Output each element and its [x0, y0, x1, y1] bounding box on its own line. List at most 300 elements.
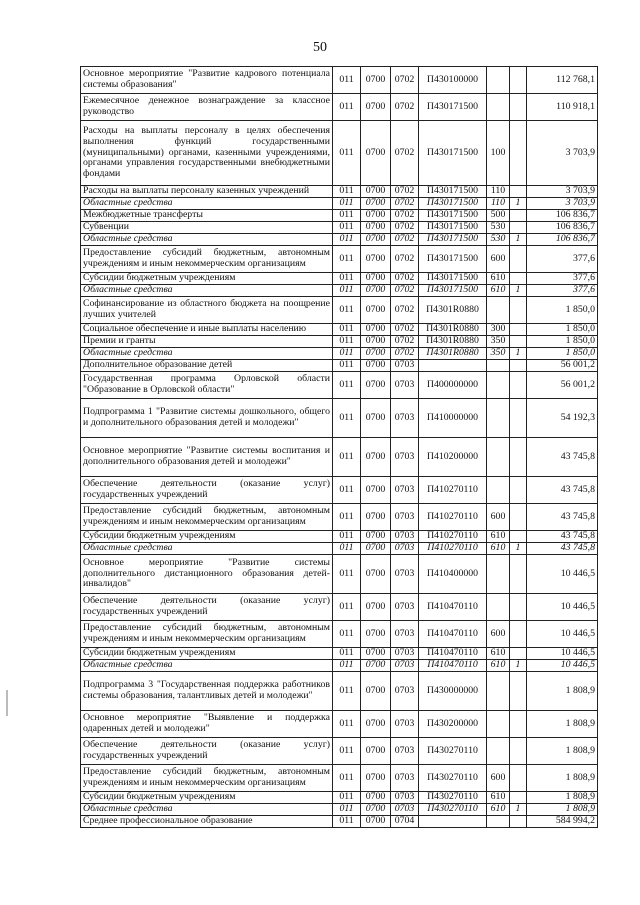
funding-source-code: 1 — [510, 804, 527, 816]
budget-table-body — [81, 67, 598, 828]
table-row — [81, 672, 598, 711]
target-item-code — [419, 816, 487, 828]
expense-type-code: 610 — [487, 648, 510, 660]
expense-type-code — [487, 360, 510, 372]
table-row — [81, 198, 598, 210]
section-code: 0700 — [361, 372, 391, 399]
row-amount: 377,6 — [527, 273, 598, 285]
expense-type-code: 600 — [487, 246, 510, 273]
expense-type-code — [487, 297, 510, 324]
budget-table — [80, 66, 598, 828]
table-row — [81, 621, 598, 648]
row-amount: 377,6 — [527, 285, 598, 297]
row-name: Субсидии бюджетным учреждениям — [81, 531, 333, 543]
funding-source-code — [510, 360, 527, 372]
section-code: 0700 — [361, 121, 391, 186]
scan-edge-mark — [6, 690, 8, 716]
row-amount: 112 768,1 — [527, 67, 598, 94]
subsection-code: 0702 — [391, 210, 419, 222]
funding-source-code — [510, 792, 527, 804]
table-row — [81, 94, 598, 121]
row-name: Премии и гранты — [81, 336, 333, 348]
table-row — [81, 504, 598, 531]
row-name: Областные средства — [81, 804, 333, 816]
target-item-code: П430171500 — [419, 222, 487, 234]
funding-source-code — [510, 555, 527, 594]
target-item-code: П410200000 — [419, 438, 487, 477]
ministry-code: 011 — [333, 621, 361, 648]
ministry-code: 011 — [333, 816, 361, 828]
subsection-code: 0703 — [391, 765, 419, 792]
table-row — [81, 804, 598, 816]
expense-type-code: 110 — [487, 198, 510, 210]
row-amount: 1 808,9 — [527, 738, 598, 765]
row-amount: 43 745,8 — [527, 504, 598, 531]
ministry-code: 011 — [333, 360, 361, 372]
row-amount: 43 745,8 — [527, 477, 598, 504]
section-code: 0700 — [361, 67, 391, 94]
row-amount: 3 703,9 — [527, 186, 598, 198]
row-name: Основное мероприятие "Выявление и поддержка одаренных детей и молодежи" — [81, 711, 333, 738]
ministry-code: 011 — [333, 222, 361, 234]
table-row — [81, 285, 598, 297]
funding-source-code — [510, 816, 527, 828]
table-row — [81, 648, 598, 660]
expense-type-code — [487, 555, 510, 594]
expense-type-code — [487, 816, 510, 828]
row-name: Подпрограмма 3 "Государственная поддержка работников системы образования, талантливых детей и молодежи" — [81, 672, 333, 711]
table-row — [81, 711, 598, 738]
subsection-code: 0702 — [391, 121, 419, 186]
expense-type-code: 350 — [487, 348, 510, 360]
row-amount: 377,6 — [527, 246, 598, 273]
row-name: Областные средства — [81, 234, 333, 246]
funding-source-code — [510, 324, 527, 336]
section-code: 0700 — [361, 531, 391, 543]
section-code: 0700 — [361, 765, 391, 792]
row-name: Расходы на выплаты персоналу в целях обеспечения выполнения функций государственными (муниципальными) органами, казенными учреждениями, органами управления государственными внебюджетными фондами — [81, 121, 333, 186]
funding-source-code — [510, 594, 527, 621]
row-amount: 106 836,7 — [527, 234, 598, 246]
section-code: 0700 — [361, 285, 391, 297]
row-amount: 1 808,9 — [527, 804, 598, 816]
row-amount: 10 446,5 — [527, 621, 598, 648]
expense-type-code — [487, 438, 510, 477]
table-row — [81, 738, 598, 765]
expense-type-code — [487, 67, 510, 94]
subsection-code: 0703 — [391, 594, 419, 621]
row-amount: 1 808,9 — [527, 711, 598, 738]
section-code: 0700 — [361, 804, 391, 816]
expense-type-code — [487, 94, 510, 121]
row-amount: 56 001,2 — [527, 372, 598, 399]
target-item-code: П430171500 — [419, 121, 487, 186]
row-name: Основное мероприятие "Развитие системы воспитания и дополнительного образования детей и молодежи" — [81, 438, 333, 477]
section-code: 0700 — [361, 594, 391, 621]
section-code: 0700 — [361, 711, 391, 738]
subsection-code: 0703 — [391, 804, 419, 816]
target-item-code: П430000000 — [419, 672, 487, 711]
target-item-code: П410270110 — [419, 477, 487, 504]
row-amount: 1 850,0 — [527, 348, 598, 360]
section-code: 0700 — [361, 234, 391, 246]
ministry-code: 011 — [333, 399, 361, 438]
subsection-code: 0703 — [391, 621, 419, 648]
target-item-code: П410000000 — [419, 399, 487, 438]
table-row — [81, 531, 598, 543]
expense-type-code: 610 — [487, 792, 510, 804]
subsection-code: 0702 — [391, 324, 419, 336]
funding-source-code — [510, 504, 527, 531]
target-item-code: П4301R0880 — [419, 324, 487, 336]
row-name: Субсидии бюджетным учреждениям — [81, 648, 333, 660]
target-item-code: П430171500 — [419, 246, 487, 273]
row-name: Основное мероприятие "Развитие кадрового потенциала системы образования" — [81, 67, 333, 94]
subsection-code: 0702 — [391, 94, 419, 121]
row-amount: 1 808,9 — [527, 765, 598, 792]
table-row — [81, 246, 598, 273]
expense-type-code — [487, 738, 510, 765]
ministry-code: 011 — [333, 246, 361, 273]
target-item-code: П410470110 — [419, 594, 487, 621]
target-item-code: П430200000 — [419, 711, 487, 738]
subsection-code: 0704 — [391, 816, 419, 828]
expense-type-code: 610 — [487, 531, 510, 543]
section-code: 0700 — [361, 543, 391, 555]
row-amount: 1 850,0 — [527, 336, 598, 348]
target-item-code: П4301R0880 — [419, 297, 487, 324]
funding-source-code — [510, 711, 527, 738]
target-item-code: П410400000 — [419, 555, 487, 594]
row-amount: 10 446,5 — [527, 555, 598, 594]
row-name: Межбюджетные трансферты — [81, 210, 333, 222]
ministry-code: 011 — [333, 198, 361, 210]
target-item-code: П430171500 — [419, 186, 487, 198]
subsection-code: 0703 — [391, 555, 419, 594]
table-row — [81, 297, 598, 324]
subsection-code: 0703 — [391, 711, 419, 738]
subsection-code: 0703 — [391, 660, 419, 672]
target-item-code: П430270110 — [419, 765, 487, 792]
ministry-code: 011 — [333, 234, 361, 246]
expense-type-code: 530 — [487, 234, 510, 246]
funding-source-code — [510, 210, 527, 222]
section-code: 0700 — [361, 792, 391, 804]
subsection-code: 0702 — [391, 348, 419, 360]
expense-type-code: 610 — [487, 804, 510, 816]
row-name: Субсидии бюджетным учреждениям — [81, 273, 333, 285]
subsection-code: 0702 — [391, 336, 419, 348]
ministry-code: 011 — [333, 738, 361, 765]
section-code: 0700 — [361, 360, 391, 372]
expense-type-code: 500 — [487, 210, 510, 222]
ministry-code: 011 — [333, 372, 361, 399]
row-name: Предоставление субсидий бюджетным, автономным учреждениям и иным некоммерческим организациям — [81, 765, 333, 792]
funding-source-code — [510, 121, 527, 186]
table-row — [81, 222, 598, 234]
section-code: 0700 — [361, 555, 391, 594]
table-row — [81, 594, 598, 621]
row-amount: 1 850,0 — [527, 297, 598, 324]
row-name: Ежемесячное денежное вознаграждение за классное руководство — [81, 94, 333, 121]
section-code: 0700 — [361, 348, 391, 360]
target-item-code — [419, 360, 487, 372]
row-name: Среднее профессиональное образование — [81, 816, 333, 828]
table-row — [81, 438, 598, 477]
row-name: Социальное обеспечение и иные выплаты населению — [81, 324, 333, 336]
funding-source-code: 1 — [510, 198, 527, 210]
target-item-code: П430171500 — [419, 234, 487, 246]
expense-type-code: 610 — [487, 273, 510, 285]
row-amount: 1 808,9 — [527, 792, 598, 804]
row-name: Субсидии бюджетным учреждениям — [81, 792, 333, 804]
section-code: 0700 — [361, 198, 391, 210]
table-row — [81, 477, 598, 504]
section-code: 0700 — [361, 297, 391, 324]
target-item-code: П430270110 — [419, 792, 487, 804]
section-code: 0700 — [361, 648, 391, 660]
row-name: Государственная программа Орловской области "Образование в Орловской области" — [81, 372, 333, 399]
funding-source-code — [510, 372, 527, 399]
target-item-code: П430270110 — [419, 738, 487, 765]
row-name: Субвенции — [81, 222, 333, 234]
funding-source-code: 1 — [510, 660, 527, 672]
ministry-code: 011 — [333, 121, 361, 186]
subsection-code: 0702 — [391, 222, 419, 234]
expense-type-code: 600 — [487, 765, 510, 792]
expense-type-code: 100 — [487, 121, 510, 186]
subsection-code: 0703 — [391, 543, 419, 555]
funding-source-code — [510, 648, 527, 660]
ministry-code: 011 — [333, 594, 361, 621]
target-item-code: П410270110 — [419, 531, 487, 543]
expense-type-code — [487, 372, 510, 399]
target-item-code: П430171500 — [419, 198, 487, 210]
row-amount: 1 808,9 — [527, 672, 598, 711]
section-code: 0700 — [361, 94, 391, 121]
row-name: Дополнительное образование детей — [81, 360, 333, 372]
row-amount: 10 446,5 — [527, 660, 598, 672]
expense-type-code — [487, 477, 510, 504]
ministry-code: 011 — [333, 210, 361, 222]
funding-source-code: 1 — [510, 543, 527, 555]
row-name: Областные средства — [81, 285, 333, 297]
funding-source-code — [510, 222, 527, 234]
target-item-code: П430171500 — [419, 210, 487, 222]
table-row — [81, 792, 598, 804]
expense-type-code — [487, 594, 510, 621]
subsection-code: 0702 — [391, 198, 419, 210]
row-name: Областные средства — [81, 660, 333, 672]
ministry-code: 011 — [333, 765, 361, 792]
row-name: Обеспечение деятельности (оказание услуг) государственных учреждений — [81, 738, 333, 765]
target-item-code: П430171500 — [419, 94, 487, 121]
ministry-code: 011 — [333, 792, 361, 804]
table-row — [81, 324, 598, 336]
subsection-code: 0703 — [391, 399, 419, 438]
expense-type-code: 110 — [487, 186, 510, 198]
section-code: 0700 — [361, 816, 391, 828]
ministry-code: 011 — [333, 543, 361, 555]
target-item-code: П430100000 — [419, 67, 487, 94]
target-item-code: П4301R0880 — [419, 336, 487, 348]
funding-source-code — [510, 94, 527, 121]
section-code: 0700 — [361, 222, 391, 234]
target-item-code: П410470110 — [419, 621, 487, 648]
row-name: Подпрограмма 1 "Развитие системы дошкольного, общего и дополнительного образования детей и молодежи" — [81, 399, 333, 438]
table-row — [81, 543, 598, 555]
section-code: 0700 — [361, 399, 391, 438]
funding-source-code — [510, 336, 527, 348]
subsection-code: 0703 — [391, 738, 419, 765]
ministry-code: 011 — [333, 504, 361, 531]
row-name: Областные средства — [81, 198, 333, 210]
subsection-code: 0703 — [391, 648, 419, 660]
section-code: 0700 — [361, 621, 391, 648]
funding-source-code — [510, 399, 527, 438]
subsection-code: 0703 — [391, 438, 419, 477]
funding-source-code — [510, 273, 527, 285]
funding-source-code — [510, 186, 527, 198]
row-amount: 43 745,8 — [527, 531, 598, 543]
funding-source-code: 1 — [510, 234, 527, 246]
funding-source-code — [510, 297, 527, 324]
row-amount: 54 192,3 — [527, 399, 598, 438]
row-amount: 3 703,9 — [527, 198, 598, 210]
ministry-code: 011 — [333, 324, 361, 336]
section-code: 0700 — [361, 672, 391, 711]
ministry-code: 011 — [333, 804, 361, 816]
row-name: Предоставление субсидий бюджетным, автономным учреждениям и иным некоммерческим организациям — [81, 246, 333, 273]
section-code: 0700 — [361, 273, 391, 285]
funding-source-code: 1 — [510, 348, 527, 360]
subsection-code: 0703 — [391, 531, 419, 543]
section-code: 0700 — [361, 336, 391, 348]
ministry-code: 011 — [333, 531, 361, 543]
row-amount: 106 836,7 — [527, 222, 598, 234]
ministry-code: 011 — [333, 94, 361, 121]
subsection-code: 0702 — [391, 285, 419, 297]
table-row — [81, 399, 598, 438]
funding-source-code — [510, 738, 527, 765]
subsection-code: 0703 — [391, 792, 419, 804]
subsection-code: 0703 — [391, 360, 419, 372]
ministry-code: 011 — [333, 438, 361, 477]
section-code: 0700 — [361, 738, 391, 765]
funding-source-code — [510, 67, 527, 94]
expense-type-code — [487, 672, 510, 711]
subsection-code: 0702 — [391, 234, 419, 246]
section-code: 0700 — [361, 186, 391, 198]
row-amount: 56 001,2 — [527, 360, 598, 372]
page-number: 50 — [313, 40, 327, 55]
section-code: 0700 — [361, 246, 391, 273]
target-item-code: П430270110 — [419, 804, 487, 816]
funding-source-code — [510, 438, 527, 477]
target-item-code: П430171500 — [419, 273, 487, 285]
table-row — [81, 555, 598, 594]
subsection-code: 0703 — [391, 672, 419, 711]
funding-source-code — [510, 672, 527, 711]
row-amount: 3 703,9 — [527, 121, 598, 186]
section-code: 0700 — [361, 504, 391, 531]
expense-type-code: 600 — [487, 504, 510, 531]
row-amount: 106 836,7 — [527, 210, 598, 222]
ministry-code: 011 — [333, 273, 361, 285]
expense-type-code: 610 — [487, 285, 510, 297]
target-item-code: П430171500 — [419, 285, 487, 297]
subsection-code: 0702 — [391, 67, 419, 94]
row-name: Областные средства — [81, 348, 333, 360]
target-item-code: П410270110 — [419, 504, 487, 531]
ministry-code: 011 — [333, 285, 361, 297]
ministry-code: 011 — [333, 711, 361, 738]
row-amount: 10 446,5 — [527, 648, 598, 660]
row-name: Основное мероприятие "Развитие системы дополнительного дистанционного образования детей-инвалидов" — [81, 555, 333, 594]
section-code: 0700 — [361, 438, 391, 477]
row-name: Областные средства — [81, 543, 333, 555]
table-row — [81, 121, 598, 186]
funding-source-code — [510, 531, 527, 543]
row-amount: 10 446,5 — [527, 594, 598, 621]
target-item-code: П4301R0880 — [419, 348, 487, 360]
section-code: 0700 — [361, 477, 391, 504]
row-name: Софинансирование из областного бюджета на поощрение лучших учителей — [81, 297, 333, 324]
expense-type-code — [487, 711, 510, 738]
target-item-code: П410270110 — [419, 543, 487, 555]
expense-type-code — [487, 399, 510, 438]
section-code: 0700 — [361, 324, 391, 336]
subsection-code: 0703 — [391, 372, 419, 399]
subsection-code: 0703 — [391, 504, 419, 531]
expense-type-code: 300 — [487, 324, 510, 336]
ministry-code: 011 — [333, 186, 361, 198]
table-row — [81, 816, 598, 828]
funding-source-code — [510, 765, 527, 792]
expense-type-code: 610 — [487, 660, 510, 672]
target-item-code: П410470110 — [419, 648, 487, 660]
target-item-code: П400000000 — [419, 372, 487, 399]
subsection-code: 0702 — [391, 186, 419, 198]
table-row — [81, 234, 598, 246]
table-row — [81, 765, 598, 792]
row-name: Предоставление субсидий бюджетным, автономным учреждениям и иным некоммерческим организациям — [81, 621, 333, 648]
subsection-code: 0702 — [391, 246, 419, 273]
subsection-code: 0702 — [391, 273, 419, 285]
ministry-code: 011 — [333, 67, 361, 94]
ministry-code: 011 — [333, 555, 361, 594]
funding-source-code — [510, 621, 527, 648]
row-amount: 43 745,8 — [527, 543, 598, 555]
table-row — [81, 273, 598, 285]
ministry-code: 011 — [333, 348, 361, 360]
row-amount: 584 994,2 — [527, 816, 598, 828]
row-amount: 110 918,1 — [527, 94, 598, 121]
table-row — [81, 660, 598, 672]
ministry-code: 011 — [333, 672, 361, 711]
ministry-code: 011 — [333, 648, 361, 660]
section-code: 0700 — [361, 660, 391, 672]
expense-type-code: 600 — [487, 621, 510, 648]
ministry-code: 011 — [333, 477, 361, 504]
ministry-code: 011 — [333, 336, 361, 348]
funding-source-code — [510, 477, 527, 504]
table-row — [81, 67, 598, 94]
expense-type-code: 530 — [487, 222, 510, 234]
row-name: Расходы на выплаты персоналу казенных учреждений — [81, 186, 333, 198]
table-row — [81, 210, 598, 222]
row-name: Обеспечение деятельности (оказание услуг) государственных учреждений — [81, 594, 333, 621]
